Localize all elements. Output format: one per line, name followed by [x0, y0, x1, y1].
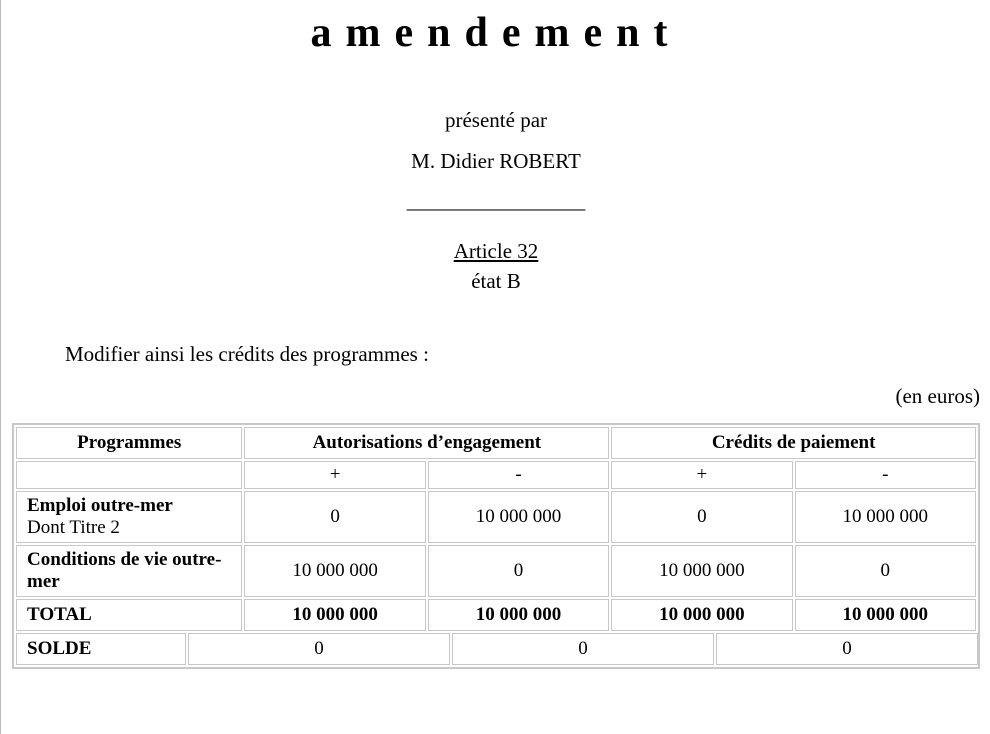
total-row [16, 599, 976, 631]
cell-cp-minus: 0 [795, 545, 976, 597]
cell-cp-plus: 10 000 000 [611, 545, 792, 597]
solde-value: 0 [188, 633, 450, 665]
cell-ae-plus: 10 000 000 [244, 545, 425, 597]
header-credits-paiement: Crédits de paiement [611, 427, 976, 459]
solde-label: SOLDE [16, 633, 186, 665]
solde-row [16, 633, 978, 665]
cell-ae-minus: 10 000 000 [428, 491, 609, 543]
total-cp-minus: 10 000 000 [795, 599, 976, 631]
unit-label: (en euros) [895, 384, 980, 408]
article-reference: Article 32 [453, 239, 539, 263]
program-name: Emploi outre-mer [27, 495, 173, 516]
cell-ae-minus: 0 [428, 545, 609, 597]
instruction-text: Modifier ainsi les crédits des programmes : [65, 342, 429, 366]
sign-cp-minus: - [795, 461, 976, 489]
separator-line: _________________ [406, 189, 586, 213]
program-label [16, 545, 242, 597]
cell-cp-plus: 0 [611, 491, 792, 543]
sign-ae-minus: - [428, 461, 609, 489]
cell-ae-plus: 0 [244, 491, 425, 543]
sign-ae-plus: + [244, 461, 425, 489]
sign-empty-cell [16, 461, 242, 489]
sign-row [16, 461, 976, 489]
cell-cp-minus: 10 000 000 [795, 491, 976, 543]
solde-value: 0 [452, 633, 714, 665]
header-autorisations-engagement: Autorisations d’engagement [244, 427, 609, 459]
total-label: TOTAL [16, 599, 242, 631]
program-label [16, 491, 242, 543]
total-cp-plus: 10 000 000 [611, 599, 792, 631]
total-ae-plus: 10 000 000 [244, 599, 425, 631]
solde-grid [14, 631, 980, 667]
header-row [16, 427, 976, 459]
credits-table [12, 423, 980, 669]
table-row [16, 491, 976, 543]
presented-by: présenté par [444, 108, 548, 132]
etat-reference: état B [471, 269, 521, 293]
solde-value: 0 [716, 633, 978, 665]
author-name: M. Didier ROBERT [411, 149, 581, 173]
document-title: amendement [310, 10, 682, 56]
program-subtitle: Dont Titre 2 [27, 517, 120, 538]
program-name: Conditions de vie outre-mer [27, 549, 222, 592]
header-programmes: Programmes [16, 427, 242, 459]
sign-cp-plus: + [611, 461, 792, 489]
total-ae-minus: 10 000 000 [428, 599, 609, 631]
table-row [16, 545, 976, 597]
credits-grid [14, 425, 978, 633]
